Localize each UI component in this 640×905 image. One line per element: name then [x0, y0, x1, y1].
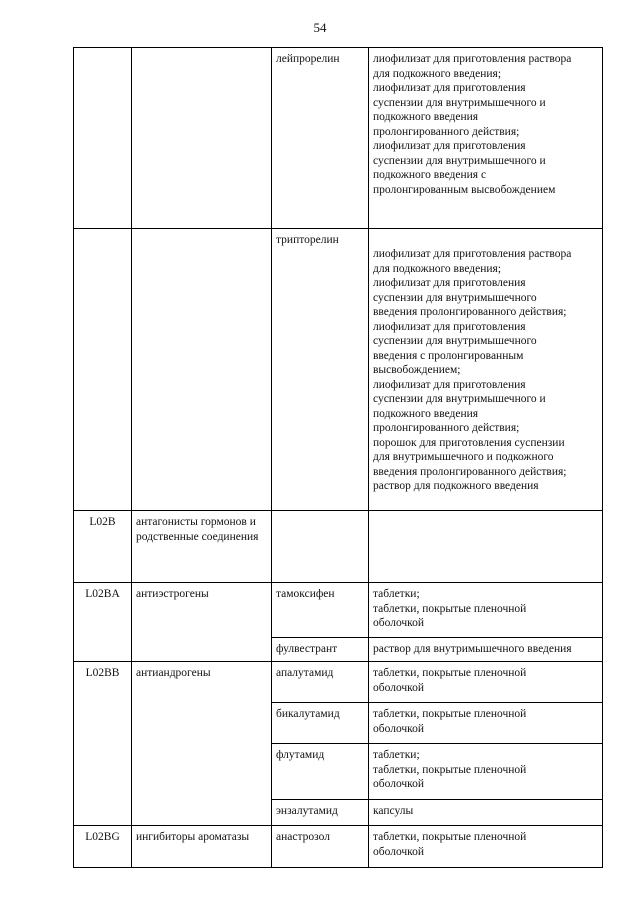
dosage-form-line: оболочкой	[373, 845, 425, 858]
dosage-form-line: таблетки;	[373, 749, 420, 761]
drug-name-cell	[272, 511, 369, 583]
atc-code-cell	[74, 229, 132, 511]
group-name-cell: антиандрогены	[132, 662, 272, 703]
dosage-form-line: подкожного введения	[373, 111, 479, 123]
table-row	[74, 511, 603, 583]
drug-name-cell: лейпрорелин	[272, 48, 369, 229]
dosage-form-line: для внутримышечного и подкожного	[373, 451, 554, 463]
dosage-forms-cell	[369, 48, 603, 229]
dosage-form-line: оболочкой	[373, 617, 425, 629]
dosage-form-line: подкожного введения с	[373, 169, 487, 181]
dosage-form-line: для подкожного введения;	[373, 262, 502, 275]
drug-name-cell: бикалутамид	[272, 703, 369, 744]
table-row	[74, 744, 603, 800]
dosage-form-line: таблетки, покрытые пленочной	[373, 708, 527, 720]
dosage-forms-cell	[369, 638, 603, 662]
drug-name-cell: энзалутамид	[272, 800, 369, 826]
dosage-form-line: таблетки, покрытые пленочной	[373, 602, 527, 615]
atc-code-cell: L02BG	[74, 826, 132, 868]
dosage-forms-cell	[369, 703, 603, 744]
dosage-form-line: суспензии для внутримышечного и	[373, 393, 546, 405]
dosage-forms-cell	[369, 826, 603, 868]
dosage-form-line: суспензии для внутримышечного и	[373, 96, 546, 109]
group-name-cell	[132, 48, 272, 229]
dosage-form-line: оболочкой	[373, 722, 425, 735]
table-row	[74, 703, 603, 744]
drug-name-cell: трипторелин	[272, 229, 369, 511]
dosage-form-line: суспензии для внутримышечного	[373, 335, 537, 347]
dosage-form-line: оболочкой	[373, 681, 425, 694]
dosage-form-line: для подкожного введения;	[373, 67, 502, 80]
table-row	[74, 48, 603, 229]
dosage-forms-cell	[369, 662, 603, 703]
dosage-form-line: порошок для приготовления суспензии	[373, 436, 565, 449]
group-name-cell	[132, 703, 272, 744]
drug-name-cell: тамоксифен	[272, 583, 369, 638]
group-name-cell	[132, 744, 272, 800]
drug-name-cell: флутамид	[272, 744, 369, 800]
atc-code-cell	[74, 703, 132, 744]
atc-code-cell	[74, 638, 132, 662]
dosage-form-line: таблетки, покрытые пленочной	[373, 831, 527, 843]
dosage-form-line: подкожного введения	[373, 407, 479, 420]
dosage-form-line: таблетки, покрытые пленочной	[373, 763, 527, 776]
dosage-form-line: пролонгированного действия;	[373, 125, 520, 138]
dosage-form-line: капсулы	[373, 805, 414, 817]
dosage-forms-cell	[369, 229, 603, 511]
dosage-form-line: лиофилизат для приготовления	[373, 82, 526, 94]
group-name-cell: антагонисты гормонов и родственные соединения	[132, 511, 272, 583]
atc-code-cell	[74, 800, 132, 826]
table-row	[74, 662, 603, 703]
atc-code-cell	[74, 48, 132, 229]
dosage-form-line: лиофилизат для приготовления	[373, 320, 526, 333]
atc-code-cell	[74, 744, 132, 800]
dosage-form-line: введения с пролонгированным	[373, 349, 524, 362]
dosage-form-line: пролонгированного действия;	[373, 422, 520, 434]
group-name-cell	[132, 800, 272, 826]
medications-table	[73, 47, 603, 868]
dosage-form-line: раствор для подкожного введения	[373, 480, 539, 492]
atc-code-cell: L02B	[74, 511, 132, 583]
drug-name-cell: апалутамид	[272, 662, 369, 703]
blank-line	[373, 233, 598, 247]
dosage-form-line: таблетки, покрытые пленочной	[373, 667, 527, 679]
dosage-form-line: введения пролонгированного действия;	[373, 306, 567, 318]
dosage-form-line: высвобождением;	[373, 364, 461, 376]
dosage-forms-cell	[369, 744, 603, 800]
atc-code-cell: L02BA	[74, 583, 132, 638]
group-name-cell: антиэстрогены	[132, 583, 272, 638]
drug-name-cell: фулвестрант	[272, 638, 369, 662]
dosage-form-line: лиофилизат для приготовления	[373, 378, 526, 391]
dosage-form-line: пролонгированным высвобождением	[373, 183, 556, 196]
group-name-cell	[132, 229, 272, 511]
dosage-form-line: суспензии для внутримышечного	[373, 291, 537, 304]
dosage-form-line: раствор для внутримышечного введения	[373, 643, 572, 655]
group-name-cell	[132, 638, 272, 662]
page-number: 54	[313, 20, 327, 35]
table-row	[74, 638, 603, 662]
dosage-form-line: лиофилизат для приготовления	[373, 277, 526, 289]
table-row	[74, 800, 603, 826]
table-row	[74, 826, 603, 868]
atc-code-cell: L02BB	[74, 662, 132, 703]
dosage-forms-cell	[369, 583, 603, 638]
table-row	[74, 229, 603, 511]
dosage-form-line: введения пролонгированного действия;	[373, 465, 567, 478]
dosage-forms-cell	[369, 511, 603, 583]
dosage-form-line: лиофилизат для приготовления раствора	[373, 248, 572, 260]
dosage-form-line: лиофилизат для приготовления	[373, 140, 526, 152]
dosage-form-line: оболочкой	[373, 778, 425, 790]
drug-name-cell: анастрозол	[272, 826, 369, 868]
dosage-form-line: лиофилизат для приготовления раствора	[373, 53, 572, 65]
dosage-forms-cell	[369, 800, 603, 826]
table-row	[74, 583, 603, 638]
dosage-form-line: суспензии для внутримышечного и	[373, 154, 546, 167]
group-name-cell: ингибиторы ароматазы	[132, 826, 272, 868]
dosage-form-line: таблетки;	[373, 588, 420, 600]
